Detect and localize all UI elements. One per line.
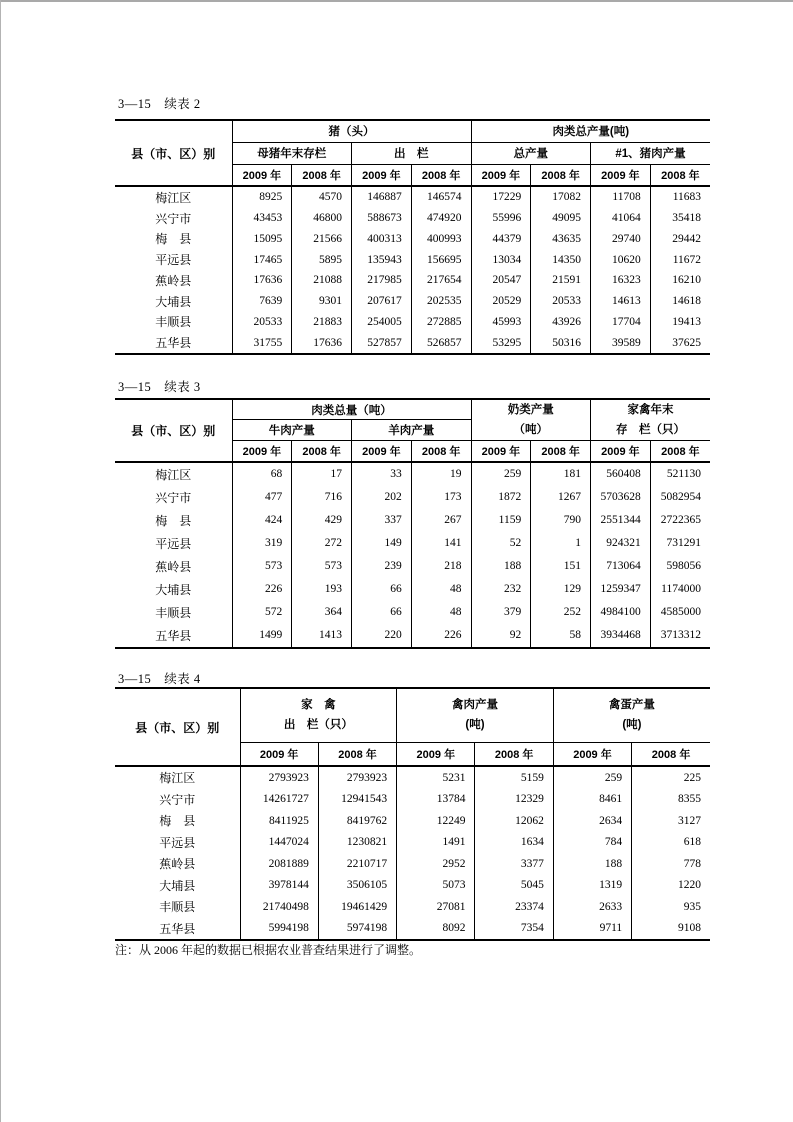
data-cell: 17229 (471, 186, 531, 208)
subgroup-slaughtered: 出 栏 (352, 142, 472, 164)
data-cell: 337 (352, 509, 412, 532)
data-cell: 784 (553, 832, 631, 854)
table-row (115, 766, 710, 789)
table-row (115, 332, 710, 354)
data-cell: 41064 (591, 208, 651, 229)
data-cell: 19 (411, 462, 471, 486)
group-header-line1: 禽蛋产量 (608, 699, 655, 712)
data-cell: 1267 (531, 486, 591, 509)
data-cell: 33 (352, 462, 412, 486)
data-cell: 2633 (553, 896, 631, 918)
data-cell: 1319 (553, 875, 631, 897)
data-cell: 2081889 (240, 853, 318, 875)
data-cell: 232 (471, 578, 531, 601)
year-header: 2009 年 (591, 441, 651, 462)
data-cell: 48 (411, 601, 471, 624)
data-cell: 14261727 (240, 789, 318, 811)
data-cell: 239 (352, 555, 412, 578)
county-name: 五华县 (155, 628, 192, 643)
table-row (115, 918, 710, 941)
data-cell: 713064 (591, 555, 651, 578)
data-cell: 17082 (531, 186, 591, 208)
data-cell: 8355 (632, 789, 710, 811)
data-cell: 4585000 (650, 601, 710, 624)
data-cell: 2210717 (318, 853, 396, 875)
data-cell: 3713312 (650, 624, 710, 648)
subgroup-mutton-output: 羊肉产量 (352, 420, 472, 441)
year-header: 2009 年 (471, 441, 531, 462)
data-cell: 2722365 (650, 509, 710, 532)
data-cell: 560408 (591, 462, 651, 486)
table-row (115, 810, 710, 832)
data-cell: 20533 (531, 291, 591, 312)
data-cell: 45993 (471, 312, 531, 333)
data-cell: 1220 (632, 875, 710, 897)
group-header-line1: 禽肉产量 (451, 699, 498, 712)
data-cell: 218 (411, 555, 471, 578)
data-cell: 17704 (591, 312, 651, 333)
table-row (115, 229, 710, 250)
data-cell: 21740498 (240, 896, 318, 918)
data-cell: 15095 (232, 229, 292, 250)
table-row (115, 270, 710, 291)
data-cell: 3978144 (240, 875, 318, 897)
data-cell: 731291 (650, 532, 710, 555)
data-cell: 8419762 (318, 810, 396, 832)
data-cell: 4984100 (591, 601, 651, 624)
data-cell: 254005 (352, 312, 412, 333)
header-group-row (115, 399, 710, 420)
table-row (115, 186, 710, 208)
county-name: 大埔县 (155, 582, 192, 597)
data-cell: 23374 (475, 896, 553, 918)
data-cell: 1259347 (591, 578, 651, 601)
data-cell: 13034 (471, 249, 531, 270)
data-cell: 19413 (650, 312, 710, 333)
data-cell: 217654 (411, 270, 471, 291)
year-header: 2008 年 (292, 164, 352, 186)
year-header: 2008 年 (411, 441, 471, 462)
year-header: 2008 年 (318, 742, 396, 766)
group-header-line2: (吨) (622, 719, 642, 732)
data-cell: 10620 (591, 249, 651, 270)
data-cell: 35418 (650, 208, 710, 229)
data-cell: 225 (632, 766, 710, 789)
county-name: 梅江区 (155, 467, 192, 482)
table-row (115, 486, 710, 509)
data-cell: 526857 (411, 332, 471, 354)
data-cell: 43926 (531, 312, 591, 333)
data-cell: 55996 (471, 208, 531, 229)
data-cell: 935 (632, 896, 710, 918)
table-row (115, 291, 710, 312)
data-cell: 272 (292, 532, 352, 555)
data-cell: 135943 (352, 249, 412, 270)
data-cell: 8092 (397, 918, 475, 941)
data-cell: 400313 (352, 229, 412, 250)
year-header: 2008 年 (292, 441, 352, 462)
table-row (115, 832, 710, 854)
data-cell: 3127 (632, 810, 710, 832)
year-header: 2008 年 (650, 164, 710, 186)
year-header: 2009 年 (471, 164, 531, 186)
data-cell: 149 (352, 532, 412, 555)
data-cell: 11683 (650, 186, 710, 208)
data-cell: 12249 (397, 810, 475, 832)
group-header-poultry-slaughtered (240, 688, 397, 742)
county-name: 梅江区 (155, 190, 192, 205)
data-cell: 14613 (591, 291, 651, 312)
county-name: 大埔县 (155, 294, 192, 309)
table-beef-mutton-wrap (115, 398, 710, 649)
data-cell: 11708 (591, 186, 651, 208)
table-title: 3—15 续表 3 (118, 380, 201, 394)
data-cell: 156695 (411, 249, 471, 270)
data-cell: 8461 (553, 789, 631, 811)
corner-header: 县（市、区）别 (115, 688, 240, 766)
county-name: 丰顺县 (155, 605, 192, 620)
data-cell: 588673 (352, 208, 412, 229)
data-cell: 12941543 (318, 789, 396, 811)
data-cell: 202 (352, 486, 412, 509)
county-name: 蕉岭县 (155, 273, 192, 288)
data-cell: 572 (232, 601, 292, 624)
data-cell: 151 (531, 555, 591, 578)
group-header-poultry-stock (591, 399, 711, 441)
data-cell: 31755 (232, 332, 292, 354)
data-cell: 716 (292, 486, 352, 509)
group-header-line1: 奶类产量 (507, 404, 554, 416)
data-cell: 8925 (232, 186, 292, 208)
table-row (115, 462, 710, 486)
group-header-line1: 家 禽 (301, 699, 336, 712)
data-cell: 1872 (471, 486, 531, 509)
data-cell: 92 (471, 624, 531, 648)
data-cell: 53295 (471, 332, 531, 354)
data-cell: 4570 (292, 186, 352, 208)
subgroup-total-output: 总产量 (471, 142, 591, 164)
county-name: 五华县 (155, 336, 192, 351)
data-cell: 146574 (411, 186, 471, 208)
data-cell: 5895 (292, 249, 352, 270)
table-pig-and-meat-output (115, 119, 710, 355)
data-cell: 193 (292, 578, 352, 601)
data-cell: 267 (411, 509, 471, 532)
data-cell: 364 (292, 601, 352, 624)
data-cell: 2793923 (318, 766, 396, 789)
data-cell: 43635 (531, 229, 591, 250)
data-cell: 17636 (292, 332, 352, 354)
data-cell: 202535 (411, 291, 471, 312)
data-cell: 11672 (650, 249, 710, 270)
table-row (115, 208, 710, 229)
table-row (115, 853, 710, 875)
group-header-line1: 家禽年末 (627, 404, 674, 416)
data-cell: 3506105 (318, 875, 396, 897)
group-header-line2: (吨) (465, 719, 485, 732)
county-name: 梅江区 (159, 771, 196, 786)
data-cell: 207617 (352, 291, 412, 312)
data-cell: 217985 (352, 270, 412, 291)
data-cell: 12329 (475, 789, 553, 811)
data-cell: 5994198 (240, 918, 318, 941)
data-cell: 14350 (531, 249, 591, 270)
data-cell: 1174000 (650, 578, 710, 601)
data-cell: 44379 (471, 229, 531, 250)
data-cell: 2634 (553, 810, 631, 832)
data-cell: 573 (292, 555, 352, 578)
table-row (115, 555, 710, 578)
county-name: 五华县 (159, 921, 196, 936)
data-cell: 259 (471, 462, 531, 486)
table-title: 3—15 续表 4 (118, 672, 201, 686)
header-group-row (115, 120, 710, 142)
data-cell: 20533 (232, 312, 292, 333)
data-cell: 272885 (411, 312, 471, 333)
data-cell: 5082954 (650, 486, 710, 509)
data-cell: 141 (411, 532, 471, 555)
year-header: 2009 年 (232, 164, 292, 186)
year-header: 2009 年 (240, 742, 318, 766)
county-name: 丰顺县 (159, 900, 196, 915)
county-name: 平远县 (159, 835, 196, 850)
year-header: 2008 年 (475, 742, 553, 766)
data-cell: 3934468 (591, 624, 651, 648)
table-row (115, 509, 710, 532)
county-name: 梅 县 (159, 814, 196, 829)
data-cell: 16323 (591, 270, 651, 291)
data-cell: 39589 (591, 332, 651, 354)
data-cell: 5974198 (318, 918, 396, 941)
table-poultry-wrap (115, 687, 710, 941)
data-cell: 188 (553, 853, 631, 875)
group-header-line2: 出 栏（只） (283, 719, 353, 732)
data-cell: 49095 (531, 208, 591, 229)
data-cell: 7354 (475, 918, 553, 941)
year-header: 2008 年 (531, 441, 591, 462)
corner-header: 县（市、区）别 (115, 120, 232, 186)
data-cell: 7639 (232, 291, 292, 312)
data-cell: 5073 (397, 875, 475, 897)
year-header: 2009 年 (352, 164, 412, 186)
data-cell: 477 (232, 486, 292, 509)
subgroup-beef-output: 牛肉产量 (232, 420, 352, 441)
page-top-edge (0, 0, 793, 2)
data-cell: 13784 (397, 789, 475, 811)
year-header: 2009 年 (232, 441, 292, 462)
data-cell: 1447024 (240, 832, 318, 854)
county-name: 梅 县 (155, 232, 192, 247)
data-cell: 618 (632, 832, 710, 854)
county-name: 蕉岭县 (155, 559, 192, 574)
county-name: 丰顺县 (155, 315, 192, 330)
data-cell: 8411925 (240, 810, 318, 832)
table-row (115, 312, 710, 333)
county-name: 大埔县 (159, 878, 196, 893)
data-cell: 43453 (232, 208, 292, 229)
corner-header: 县（市、区）别 (115, 399, 232, 462)
data-cell: 220 (352, 624, 412, 648)
footnote: 注：从 2006 年起的数据已根据农业普查结果进行了调整。 (115, 943, 422, 957)
data-cell: 527857 (352, 332, 412, 354)
data-cell: 12062 (475, 810, 553, 832)
data-cell: 188 (471, 555, 531, 578)
data-cell: 58 (531, 624, 591, 648)
data-cell: 1413 (292, 624, 352, 648)
data-cell: 429 (292, 509, 352, 532)
table-row (115, 601, 710, 624)
data-cell: 50316 (531, 332, 591, 354)
group-header-poultry-meat (397, 688, 554, 742)
data-cell: 52 (471, 532, 531, 555)
data-cell: 2952 (397, 853, 475, 875)
county-name: 兴宁市 (155, 490, 192, 505)
county-name: 兴宁市 (159, 792, 196, 807)
data-cell: 400993 (411, 229, 471, 250)
data-cell: 319 (232, 532, 292, 555)
data-cell: 181 (531, 462, 591, 486)
data-cell: 2551344 (591, 509, 651, 532)
county-name: 兴宁市 (155, 211, 192, 226)
data-cell: 1230821 (318, 832, 396, 854)
table-row (115, 896, 710, 918)
data-cell: 5231 (397, 766, 475, 789)
data-cell: 252 (531, 601, 591, 624)
data-cell: 48 (411, 578, 471, 601)
data-cell: 521130 (650, 462, 710, 486)
year-header: 2009 年 (553, 742, 631, 766)
table-row (115, 249, 710, 270)
data-cell: 1491 (397, 832, 475, 854)
data-cell: 5045 (475, 875, 553, 897)
data-cell: 16210 (650, 270, 710, 291)
data-cell: 46800 (292, 208, 352, 229)
table-row (115, 624, 710, 648)
data-cell: 226 (232, 578, 292, 601)
data-cell: 27081 (397, 896, 475, 918)
data-cell: 21591 (531, 270, 591, 291)
data-cell: 146887 (352, 186, 412, 208)
year-header: 2008 年 (632, 742, 710, 766)
table-poultry-eggs (115, 687, 710, 941)
data-cell: 129 (531, 578, 591, 601)
table-row (115, 532, 710, 555)
table-pig-meat-wrap (115, 119, 710, 355)
county-name: 平远县 (155, 253, 192, 268)
data-cell: 778 (632, 853, 710, 875)
subgroup-sow-stock: 母猪年末存栏 (232, 142, 352, 164)
page-left-edge (0, 0, 1, 1122)
data-cell: 598056 (650, 555, 710, 578)
data-cell: 173 (411, 486, 471, 509)
data-cell: 21566 (292, 229, 352, 250)
year-header: 2008 年 (531, 164, 591, 186)
data-cell: 226 (411, 624, 471, 648)
data-cell: 9108 (632, 918, 710, 941)
data-cell: 29442 (650, 229, 710, 250)
year-header: 2009 年 (352, 441, 412, 462)
data-cell: 37625 (650, 332, 710, 354)
county-name: 平远县 (155, 536, 192, 551)
group-header-milk (471, 399, 591, 441)
group-header-meat-total: 肉类总量（吨） (232, 399, 471, 420)
data-cell: 2793923 (240, 766, 318, 789)
group-header-line2: 存 栏（只） (616, 424, 685, 436)
data-cell: 21088 (292, 270, 352, 291)
data-cell: 259 (553, 766, 631, 789)
data-cell: 17 (292, 462, 352, 486)
data-cell: 66 (352, 601, 412, 624)
data-cell: 5703628 (591, 486, 651, 509)
data-cell: 68 (232, 462, 292, 486)
data-cell: 1499 (232, 624, 292, 648)
data-cell: 20547 (471, 270, 531, 291)
data-cell: 19461429 (318, 896, 396, 918)
data-cell: 9301 (292, 291, 352, 312)
table-row (115, 578, 710, 601)
data-cell: 17636 (232, 270, 292, 291)
data-cell: 66 (352, 578, 412, 601)
data-cell: 9711 (553, 918, 631, 941)
data-cell: 474920 (411, 208, 471, 229)
data-cell: 5159 (475, 766, 553, 789)
county-name: 梅 县 (155, 513, 192, 528)
table-row (115, 789, 710, 811)
data-cell: 20529 (471, 291, 531, 312)
table-beef-mutton-milk-poultry (115, 398, 710, 649)
group-header-pigs: 猪（头） (232, 120, 471, 142)
data-cell: 1634 (475, 832, 553, 854)
year-header: 2009 年 (397, 742, 475, 766)
data-cell: 29740 (591, 229, 651, 250)
group-header-meat-total: 肉类总产量(吨) (471, 120, 710, 142)
data-cell: 379 (471, 601, 531, 624)
group-header-eggs (553, 688, 710, 742)
header-group-row (115, 688, 710, 742)
data-cell: 573 (232, 555, 292, 578)
year-header: 2008 年 (650, 441, 710, 462)
data-cell: 17465 (232, 249, 292, 270)
data-cell: 424 (232, 509, 292, 532)
data-cell: 924321 (591, 532, 651, 555)
group-header-line2: （吨） (513, 424, 548, 436)
data-cell: 3377 (475, 853, 553, 875)
year-header: 2008 年 (411, 164, 471, 186)
table-title: 3—15 续表 2 (118, 97, 201, 111)
year-header: 2009 年 (591, 164, 651, 186)
data-cell: 21883 (292, 312, 352, 333)
data-cell: 1159 (471, 509, 531, 532)
data-cell: 790 (531, 509, 591, 532)
data-cell: 1 (531, 532, 591, 555)
data-cell: 14618 (650, 291, 710, 312)
subgroup-pork-output: #1、猪肉产量 (591, 142, 711, 164)
county-name: 蕉岭县 (159, 857, 196, 872)
table-row (115, 875, 710, 897)
